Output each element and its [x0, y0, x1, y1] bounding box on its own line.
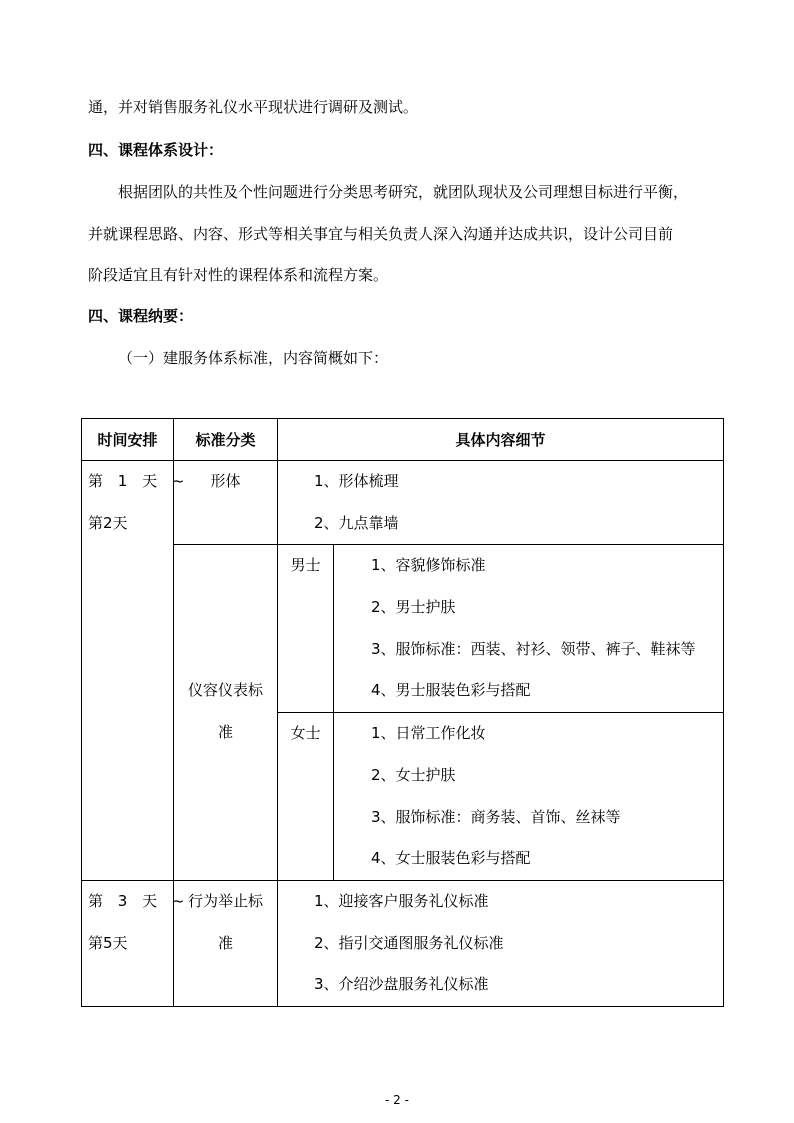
list-item: 4、男士服装色彩与搭配: [371, 681, 531, 700]
header-category: 标准分类: [174, 419, 278, 461]
table-header-row: [82, 419, 724, 461]
list-item: 1、形体梳理: [314, 472, 399, 490]
table-row: [82, 461, 724, 545]
heading-course-outline: 四、课程纳要：: [88, 307, 194, 325]
detail-behavior: [278, 880, 724, 1006]
body-line-1: 通，并对销售服务礼仪水平现状进行调研及测试。: [88, 98, 419, 116]
time-day3-5: 第 3 天 ~ 第5天: [82, 880, 174, 1006]
page-number: - 2 -: [385, 1093, 409, 1107]
gender-female: 女士: [278, 713, 334, 881]
category-appearance: 仪容仪表标 准: [174, 545, 278, 881]
heading-course-system: 四、课程体系设计：: [88, 141, 224, 159]
list-item: 3、服饰标准：商务装、首饰、丝袜等: [371, 807, 621, 826]
body-para-line-3: 阶段适宜且有针对性的课程体系和流程方案。: [88, 266, 389, 284]
body-para-line-2: 并就课程思路、内容、形式等相关事宜与相关负责人深入沟通并达成共识，设计公司目前: [88, 225, 674, 243]
category-shape: 形体: [174, 461, 278, 545]
list-item: 1、容貌修饰标准: [371, 556, 486, 575]
list-item: 4、女士服装色彩与搭配: [371, 849, 531, 868]
table-row: [82, 545, 724, 713]
detail-male: [334, 545, 724, 713]
body-para-line-1: 根据团队的共性及个性问题进行分类思考研究，就团队现状及公司理想目标进行平衡，: [118, 183, 689, 201]
gender-male: 男士: [278, 545, 334, 713]
list-item: 1、日常工作化妆: [371, 724, 486, 743]
header-time: 时间安排: [82, 419, 174, 461]
header-detail: 具体内容细节: [278, 419, 724, 461]
table-row: [82, 880, 724, 1006]
list-item: 2、女士护肤: [371, 765, 456, 784]
category-behavior: 行为举止标 准: [174, 880, 278, 1006]
course-table: [81, 418, 724, 1007]
time-day1-2: 第 1 天 ~ 第2天: [82, 461, 174, 881]
list-item: 3、介绍沙盘服务礼仪标准: [314, 975, 489, 994]
list-item: 2、指引交通图服务礼仪标准: [314, 933, 504, 952]
list-item: 2、九点靠墙: [314, 513, 399, 532]
list-item: 3、服饰标准：西装、衬衫、领带、裤子、鞋袜等: [371, 639, 696, 658]
detail-female: [334, 713, 724, 881]
list-item: 2、男士护肤: [371, 598, 456, 617]
subheading-service-standard: （一）建服务体系标准，内容简概如下：: [118, 349, 389, 367]
list-item: 1、迎接客户服务礼仪标准: [314, 891, 489, 910]
detail-shape: [278, 461, 724, 545]
